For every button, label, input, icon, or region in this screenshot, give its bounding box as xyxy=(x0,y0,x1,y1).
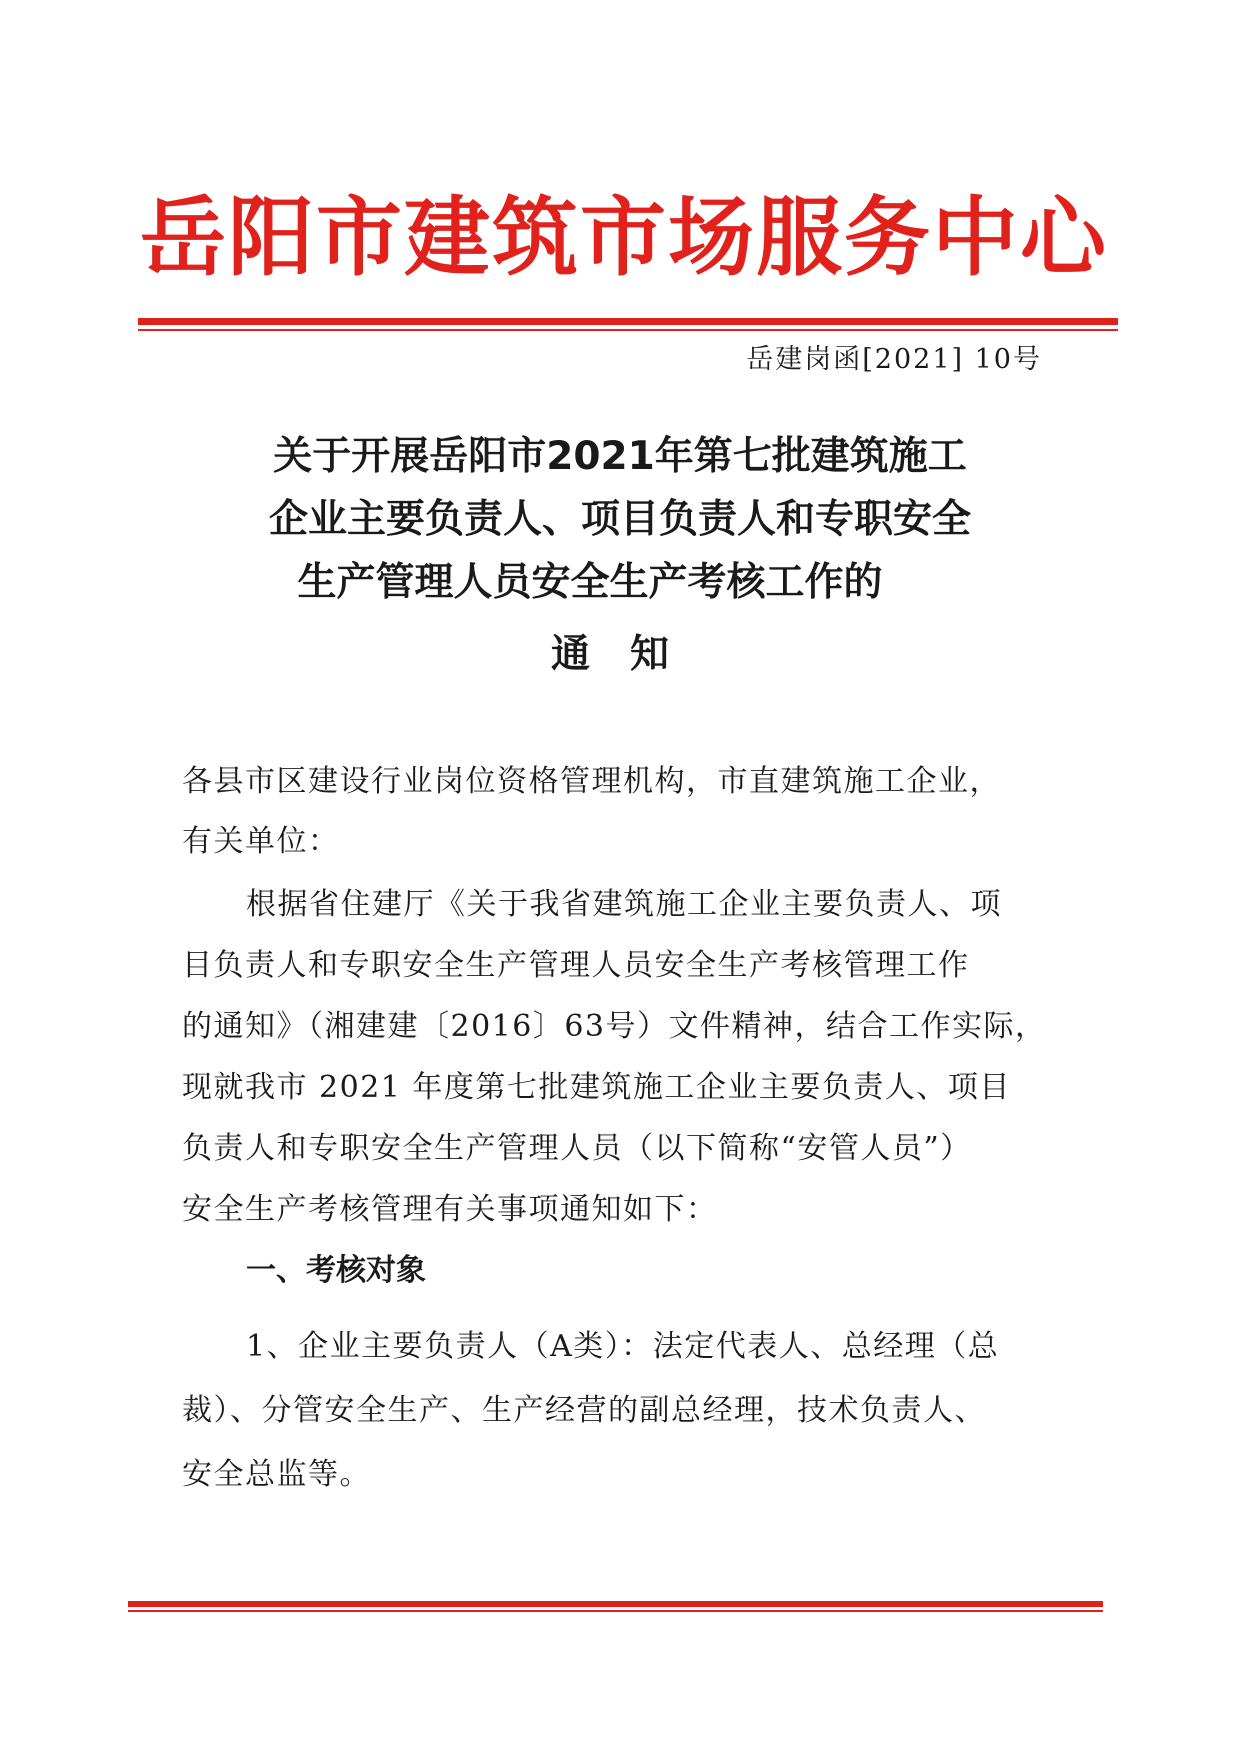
paragraph-1-line-5: 负责人和专职安全生产管理人员（以下简称“安管人员”） xyxy=(182,1131,972,1166)
item-1-line-1: 1、企业主要负责人（A类）：法定代表人、总经理（总 xyxy=(246,1329,1000,1364)
paragraph-1-line-3: 的通知》（湘建建〔2016〕63号）文件精神，结合工作实际， xyxy=(182,1009,1047,1044)
paragraph-1-line-1: 根据省住建厅《关于我省建筑施工企业主要负责人、项 xyxy=(246,887,1002,922)
title-line-1: 关于开展岳阳市2021年第七批建筑施工 xyxy=(273,434,967,479)
section-1-heading: 一、考核对象 xyxy=(246,1253,426,1288)
paragraph-1-line-2: 目负责人和专职安全生产管理人员安全生产考核管理工作 xyxy=(182,948,970,983)
letterhead-rule-thin xyxy=(138,329,1118,331)
item-1-line-3: 安全总监等。 xyxy=(182,1457,371,1492)
title-line-4: 通知 xyxy=(550,632,709,677)
paragraph-1-line-6: 安全生产考核管理有关事项通知如下： xyxy=(182,1192,718,1227)
paragraph-1-line-4: 现就我市 2021 年度第七批建筑施工企业主要负责人、项目 xyxy=(182,1070,1011,1105)
item-1-line-2: 裁）、分管安全生产、生产经营的副总经理，技术负责人、 xyxy=(182,1393,986,1428)
letterhead-rule-thick xyxy=(138,318,1118,325)
letterhead-org-name: 岳阳市建筑市场服务中心 xyxy=(140,188,1108,288)
footer-rule-thick xyxy=(128,1601,1103,1607)
title-line-3: 生产管理人员安全生产考核工作的 xyxy=(297,560,883,605)
recipient-line-1: 各县市区建设行业岗位资格管理机构，市直建筑施工企业， xyxy=(182,764,1001,799)
recipient-line-2: 有关单位： xyxy=(182,824,340,859)
document-number: 岳建岗函[2021] 10号 xyxy=(746,344,1042,375)
title-line-2: 企业主要负责人、项目负责人和专职安全 xyxy=(268,497,971,542)
footer-rule-thin xyxy=(128,1610,1103,1612)
